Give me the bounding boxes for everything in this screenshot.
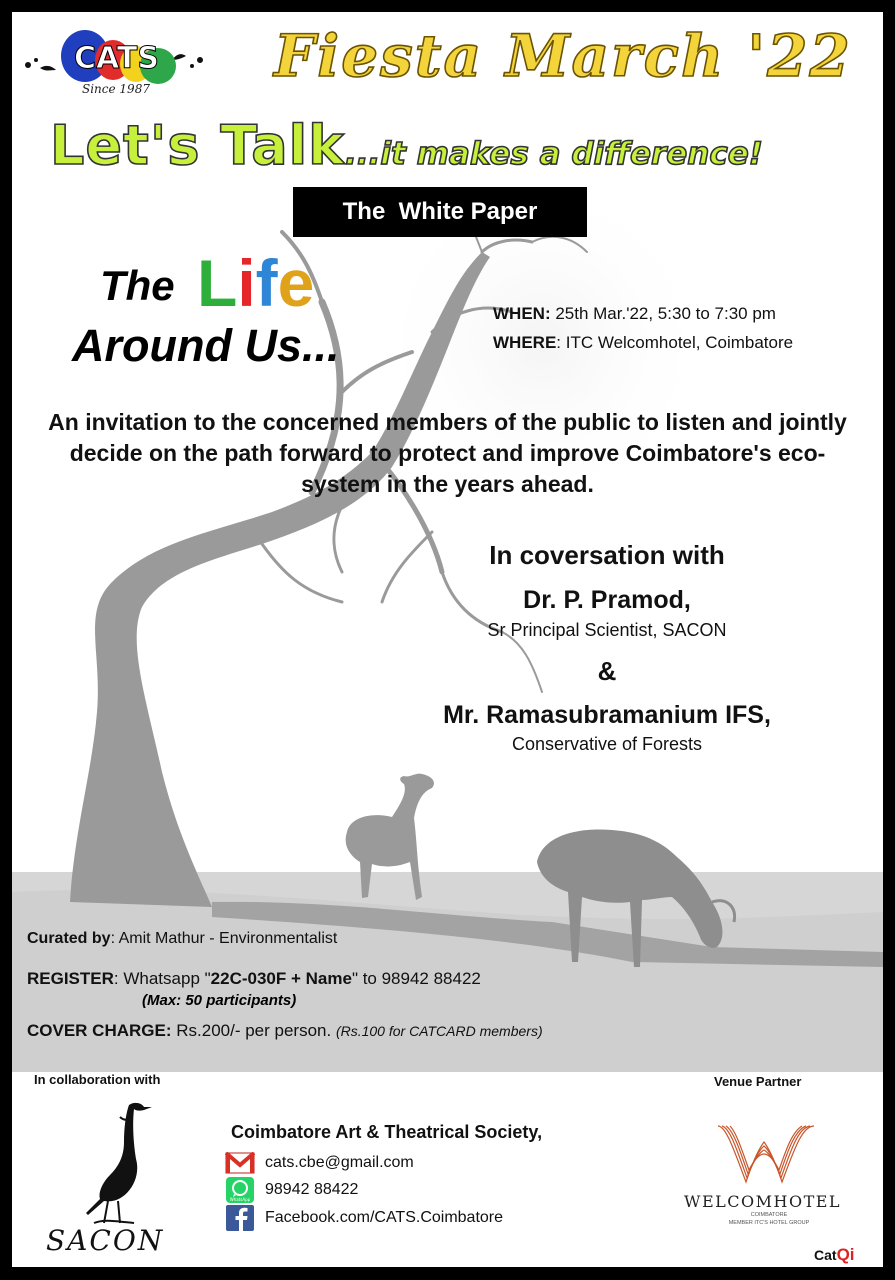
- where-value: : ITC Welcomhotel, Coimbatore: [556, 333, 794, 352]
- conversation-heading: In coversation with: [489, 540, 725, 570]
- phone-text: 98942 88422: [265, 1181, 359, 1198]
- schedule: [493, 299, 793, 357]
- title-around: Around Us...: [72, 320, 340, 371]
- sacon-name: SACON: [46, 1224, 165, 1257]
- sacon-bird-logo: [74, 1097, 164, 1227]
- tagline-sub: ...it makes a difference!: [345, 136, 763, 172]
- invitation-text: An invitation to the concerned members of the public to listen and jointly decide on the path forward to protect and improve Coimbatore's eco-system in the years ahead.: [48, 409, 847, 497]
- life-letter: i: [237, 246, 256, 320]
- max-participants: (Max: 50 participants): [142, 992, 297, 1009]
- ampersand: &: [597, 656, 617, 686]
- curated-value: : Amit Mathur - Environmentalist: [110, 930, 338, 947]
- curated-label: Curated by: [27, 930, 111, 947]
- gmail-icon: [225, 1150, 255, 1176]
- life-letter: e: [277, 246, 315, 320]
- contact-whatsapp[interactable]: [225, 1177, 358, 1203]
- facebook-icon: [225, 1205, 255, 1231]
- contact-email[interactable]: [225, 1150, 414, 1176]
- logo-since: Since 1987: [82, 82, 150, 96]
- cover-value: Rs.200/- per person.: [171, 1021, 336, 1040]
- speaker2-name: Mr. Ramasubramanium IFS,: [443, 701, 771, 729]
- collab-label: In collaboration with: [34, 1072, 161, 1087]
- tagline: [50, 114, 763, 177]
- register-prefix: : Whatsapp ": [113, 969, 211, 988]
- catqi-suffix: Qi: [836, 1245, 855, 1264]
- register-label: REGISTER: [27, 969, 114, 988]
- title-life: [197, 245, 314, 321]
- society-name: Coimbatore Art & Theatrical Society,: [231, 1122, 543, 1142]
- catqi-prefix: Cat: [814, 1247, 837, 1263]
- when-value: 25th Mar.'22, 5:30 to 7:30 pm: [550, 304, 776, 323]
- welcomhotel-logo: [712, 1120, 822, 1188]
- register-code: 22C-030F + Name: [210, 969, 352, 988]
- speaker2-role: Conservative of Forests: [511, 734, 703, 754]
- tagline-main: Let's Talk: [50, 114, 346, 177]
- title-the: The: [100, 262, 175, 309]
- catqi-mark: [814, 1245, 855, 1265]
- cover-charge: [27, 1021, 543, 1041]
- venue-label: Venue Partner: [714, 1074, 802, 1089]
- email-text: cats.cbe@gmail.com: [265, 1154, 414, 1171]
- curated-by: [27, 930, 337, 948]
- speaker1-role: Sr Principal Scientist, SACON: [487, 620, 727, 640]
- svg-text:CATS: CATS: [74, 41, 159, 76]
- series-label: The White Paper: [293, 187, 587, 237]
- facebook-text: Facebook.com/CATS.Coimbatore: [265, 1209, 504, 1226]
- poster: [12, 12, 883, 1267]
- welcomhotel-name: WELCOMHOTEL: [684, 1192, 842, 1211]
- when-label: WHEN:: [493, 304, 551, 323]
- welcomhotel-member: MEMBER ITC'S HOTEL GROUP: [728, 1220, 810, 1226]
- contact-facebook[interactable]: [225, 1205, 503, 1231]
- welcomhotel-city: COIMBATORE: [750, 1212, 788, 1218]
- where-label: WHERE: [493, 333, 557, 352]
- life-letter: L: [197, 246, 238, 320]
- register-line: [27, 969, 481, 989]
- event-title: Fiesta March '22: [274, 22, 852, 90]
- life-letter: f: [255, 246, 278, 320]
- cover-label: COVER CHARGE:: [27, 1021, 172, 1040]
- speaker1-name: Dr. P. Pramod,: [523, 586, 691, 614]
- whatsapp-icon-text: WhatsApp: [229, 1197, 251, 1202]
- cover-note: (Rs.100 for CATCARD members): [335, 1023, 543, 1039]
- whatsapp-icon: [225, 1177, 255, 1203]
- register-suffix: " to 98942 88422: [351, 969, 481, 988]
